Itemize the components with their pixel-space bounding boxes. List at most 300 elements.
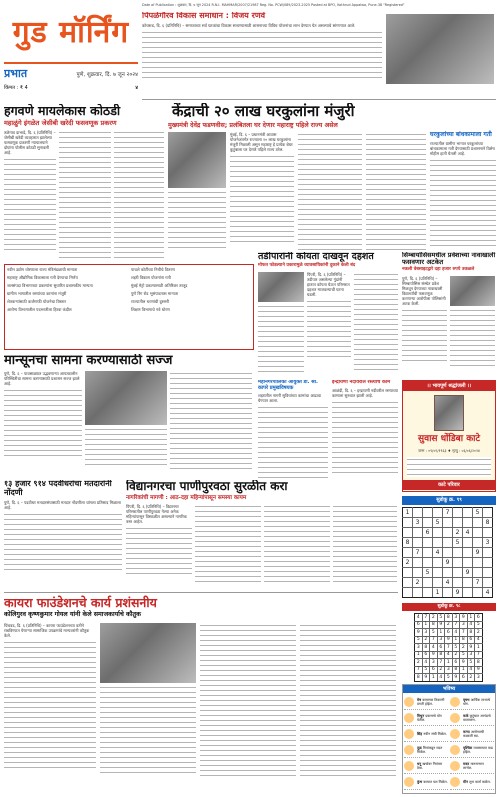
sudoku-cell: 1 [422, 621, 430, 629]
sudoku-cell [483, 578, 493, 588]
sudoku-cell: 5 [460, 651, 468, 659]
sudoku-cell: 9 [430, 651, 438, 659]
list-item: आरोग्य विभागातील पदभरतीला हिरवा कंदील [7, 307, 72, 312]
list-item [450, 710, 494, 726]
list-item: पाचशे कोटींच्या निधीचे वितरण [131, 267, 175, 272]
sudoku-cell: 7 [430, 636, 438, 644]
sudoku-cell [483, 528, 493, 538]
sudoku-cell: 9 [473, 548, 483, 558]
main-lead [168, 103, 496, 251]
zodiac-icon [404, 729, 414, 739]
sudoku-cell: 5 [437, 614, 445, 622]
top-story-headline: पिंपळेगौरव विकास समाधान : विजय रणवे [142, 12, 266, 20]
sudoku-cell [403, 578, 413, 588]
sudoku-cell: 7 [445, 644, 453, 652]
rashi-name: मेष [417, 697, 423, 702]
top-story-text: कोथरूड, दि. ६ (प्रतिनिधि) – समाजाच्या सर्व घटकांचा विकास साधण्यासाठी शासनाच्या विविध योजनांचा लाभ देण्यात येत असल्याचे सांगण्यात आले. [142, 22, 356, 28]
mini-story-2 [332, 380, 398, 492]
sudoku-cell [463, 588, 473, 598]
sudoku-cell: 1 [437, 629, 445, 637]
sudoku-cell [433, 558, 443, 568]
sudoku-solution-title: सुडोकू क्र. ९८ [402, 603, 496, 611]
sudoku-row [415, 651, 483, 659]
zodiac-icon [450, 729, 460, 739]
list-item: महाराष्ट्र औद्योगिक विकासाला गती देण्याचा निर्णय [7, 275, 78, 280]
sudoku-cell [443, 528, 453, 538]
sudoku-cell [463, 508, 473, 518]
sudoku-cell [473, 518, 483, 528]
sudoku-cell: 8 [475, 659, 483, 667]
sudoku-cell [463, 538, 473, 548]
sudoku-cell: 5 [433, 518, 443, 528]
middle-story-subhead: मोफत फोडल्याने प्रकारामुळे व्यावसायिकांनी दुकाने केली बंद [258, 263, 356, 269]
sudoku-cell: 2 [445, 621, 453, 629]
sudoku-cell [443, 588, 453, 598]
sudoku-cell: 6 [467, 636, 475, 644]
sudoku-cell: 1 [467, 614, 475, 622]
sudoku-cell: 7 [415, 666, 423, 674]
list-item: मुंबई मेट्रो प्रकल्पासाठी अतिरिक्त तरतूद [131, 283, 188, 288]
sudoku-cell: 4 [430, 644, 438, 652]
sudoku-cell: 3 [413, 518, 423, 528]
list-item: शेतकऱ्यांसाठी कर्जमाफी योजनेचा विस्तार [7, 299, 67, 304]
sudoku-cell: 5 [423, 568, 433, 578]
sudoku-cell [423, 548, 433, 558]
list-item [450, 774, 494, 790]
sudoku-row [415, 636, 483, 644]
sudoku-cell: 2 [403, 558, 413, 568]
list-item [404, 694, 448, 710]
rashi-text: सिंह नवीन संधी मिळेल. [417, 731, 447, 736]
sudoku-cell [423, 538, 433, 548]
sudoku-cell [483, 548, 493, 558]
sudoku-cell: 7 [473, 578, 483, 588]
sudoku-cell: 1 [415, 651, 423, 659]
story-bottom-headline: कायरा फाउंडेशनचे कार्य प्रशंसनीय [4, 595, 157, 610]
sudoku-cell: 5 [452, 644, 460, 652]
sudoku-cell: 9 [475, 666, 483, 674]
sudoku-row [403, 548, 493, 558]
sudoku-cell [423, 578, 433, 588]
list-item: शिक्षण विभागाचे नवे धोरण [131, 307, 170, 312]
story-water [126, 480, 398, 588]
sidebar-story-text: राज्यातील ग्रामीण भागात घरकुलांच्या बांधकामाला गती देण्यासाठी प्रशासनाने विशेष मोहीम हाती घेतली आहे. [430, 141, 495, 157]
zodiac-icon [450, 777, 460, 787]
sudoku-row [403, 528, 493, 538]
sudoku-cell: 9 [463, 568, 473, 578]
top-story-photo [386, 14, 494, 84]
story-water-headline: विद्यानगरचा पाणीपुरवठा सुरळीत करा [126, 480, 288, 493]
sudoku-row [403, 538, 493, 548]
page-number: ४ [135, 85, 138, 91]
rashi-name: धनू [417, 761, 423, 766]
list-item [450, 726, 494, 742]
bullet-box [4, 264, 254, 350]
sudoku-cell: 2 [413, 578, 423, 588]
right-story [402, 252, 496, 378]
sudoku-cell: 7 [443, 508, 453, 518]
list-item: पुणे रिंग रोड भूसंपादनास मान्यता [131, 291, 179, 296]
rashi-name: मिथुन [417, 713, 426, 718]
sudoku-cell: 2 [452, 651, 460, 659]
zodiac-icon [450, 697, 460, 707]
masthead [4, 4, 138, 104]
mini-story-2-text: आळंदी, दि. ६ – इन्द्रायणी नदीवरील रस्त्याच्या कामाला सुरुवात झाली आहे. [332, 387, 398, 398]
middle-story-headline: तडीपारांनी कोयता दाखवून दहशत [258, 252, 374, 262]
zodiac-icon [404, 761, 414, 771]
sudoku-cell [473, 588, 483, 598]
zodiac-icon [404, 697, 414, 707]
sudoku-cell: 1 [430, 674, 438, 682]
brand-name: प्रभात [4, 67, 28, 80]
zodiac-icon [404, 713, 414, 723]
mini-story-1-headline: महानगरपालिका आयुक्त डॉ. श्री. कापरे प्रमुखविषयक [258, 380, 318, 391]
bullet-list-right [131, 267, 249, 315]
rashi-name: सिंह [417, 731, 424, 736]
story-bottom [4, 592, 398, 793]
sudoku-cell: 6 [475, 614, 483, 622]
story-flood [4, 354, 254, 476]
sudoku-cell: 7 [452, 621, 460, 629]
sudoku-row [415, 629, 483, 637]
sudoku-cell: 5 [445, 674, 453, 682]
sudoku-cell: 2 [430, 614, 438, 622]
sudoku-cell: 9 [460, 614, 468, 622]
sudoku-row [415, 614, 483, 622]
sudoku-cell: 9 [445, 636, 453, 644]
sudoku-cell [453, 508, 463, 518]
list-item [404, 758, 448, 774]
story-election [4, 480, 122, 588]
sudoku-cell: 6 [423, 528, 433, 538]
sudoku-cell: 8 [437, 651, 445, 659]
sudoku-cell: 2 [415, 659, 423, 667]
sudoku-row [415, 644, 483, 652]
sudoku-cell [443, 548, 453, 558]
zodiac-icon [404, 777, 414, 787]
list-item: नवीन उद्योग धोरणाला राज्य मंत्रिमंडळाची मान्यता [7, 267, 78, 272]
left-lead-subhead: महाळुंगे इंगळेत जेसीबी खरेदी फसवणूक प्रकरण [4, 118, 117, 127]
sudoku-cell: 6 [452, 659, 460, 667]
rashi-text: कुंभ कामात यश मिळेल. [417, 779, 448, 784]
sudoku-cell [473, 568, 483, 578]
left-lead-text: तळेगाव दाभाडे, दि. ६ (प्रतिनिधि) – जेसीबी खरेदी व्यवहारात झालेल्या फसवणूक प्रकरणी न्यायालयाने दोघांना पोलीस कोठडी सुनावली आहे. [4, 129, 56, 155]
sudoku-cell [433, 528, 443, 538]
sudoku-row [403, 578, 493, 588]
rashi-name: मकर [463, 761, 471, 766]
sudoku-cell [423, 558, 433, 568]
sudoku-cell [473, 528, 483, 538]
reg-line: Date of Publication : शुक्रवार, दि. ७ जून 2024 R.N.I. MAHMAR/2007/21987 Reg. No. PCW/089/2023-2025 Posted at BPO, Kothrud Appalwa, Pune-38 "Registered" [142, 3, 405, 7]
date-line: पुणे, शुक्रवार, दि. ७ जून २०२४ [76, 71, 138, 78]
sudoku-row [415, 621, 483, 629]
sudoku-row [403, 558, 493, 568]
rashi-text: वृश्चिक व्यवसायात वाढ होईल. [463, 745, 493, 754]
ad-top: ।। भावपूर्ण श्रद्धांजली ।। [403, 381, 495, 391]
sudoku-cell: 5 [430, 629, 438, 637]
sudoku-cell [403, 548, 413, 558]
sudoku-cell: 4 [443, 578, 453, 588]
ad-footer: काटे परिवार [403, 480, 495, 490]
main-lead-text: मुंबई, दि. ६ – प्रधानमंत्री आवास योजनेअंतर्गत राज्याला २० लाख घरकुलांना मंजुरी मिळाली असून महाराष्ट्र हे प्रत्येक बेघर कुटुंबाला घर देणारे पहिले राज्य ठरेल. [230, 132, 293, 153]
sudoku-cell: 4 [463, 528, 473, 538]
sudoku-solution [414, 613, 484, 683]
sudoku-cell [433, 508, 443, 518]
sudoku-cell: 8 [403, 538, 413, 548]
sudoku-cell: 4 [467, 666, 475, 674]
sudoku-row [403, 518, 493, 528]
sudoku-row [415, 674, 483, 682]
story-water-text: पिंपरी, दि. ६ (प्रतिनिधि) – विद्यानगर परिसरातील पाणीपुरवठा गेल्या अनेक महिन्यांपासून विस्कळीत असल्याने नागरिक त्रस्त आहेत. [126, 504, 187, 525]
sudoku-cell [453, 578, 463, 588]
sudoku-cell [403, 518, 413, 528]
top-story [142, 12, 496, 100]
sudoku-cell: 1 [452, 636, 460, 644]
rashi-text: मेष कामाच्या ठिकाणी प्रगती होईल. [417, 697, 445, 706]
right-story-subhead: नकली वेबसाइटद्वारे दहा हजार रुपये उकळले [402, 267, 475, 273]
sudoku-cell: 4 [415, 614, 423, 622]
story-election-text: पुणे, दि. ६ – पदवीधर मतदारसंघासाठी मतदार नोंदणीला चांगला प्रतिसाद मिळाला आहे. [4, 499, 121, 510]
sudoku-cell: 4 [437, 674, 445, 682]
sudoku-cell: 7 [422, 614, 430, 622]
sudoku-cell: 1 [460, 666, 468, 674]
left-lead [4, 104, 164, 262]
list-item [404, 742, 448, 758]
sudoku-cell [403, 528, 413, 538]
rashi-name: कुंभ [417, 779, 424, 784]
sudoku-cell: 5 [467, 659, 475, 667]
rashi-name: कन्या [463, 729, 471, 734]
sudoku-cell: 3 [437, 636, 445, 644]
main-lead-subhead: मुख्यमंत्री देवेंद्र फडणवीस; प्रलंबितला घर देणार महाराष्ट्र पहिले राज्य असेल [168, 121, 338, 129]
sidebar-story-headline: घरकुलांच्या बांधकामाला गती [430, 131, 492, 139]
list-item [404, 710, 448, 726]
story-bottom-photo [100, 623, 196, 683]
sudoku-cell: 2 [467, 674, 475, 682]
sudoku-cell: 4 [467, 621, 475, 629]
sudoku-cell: 4 [422, 659, 430, 667]
rashi-name: वृश्चिक [463, 745, 474, 750]
rashi-name: वृषभ [463, 697, 471, 702]
middle-story [258, 252, 398, 378]
list-item: ग्रामीण भागातील रस्त्यांच्या कामांना मंजुरी [7, 291, 67, 296]
list-item: शहरी विकास योजनांना गती [131, 275, 171, 280]
sudoku-cell: 2 [475, 629, 483, 637]
sudoku-cell [473, 558, 483, 568]
zodiac-icon [450, 745, 460, 755]
right-story-headline: सिम्बायोसिसमधील प्रवेशाच्या नावाखाली फसवणार अटकेत [402, 252, 496, 267]
sudoku-cell: 3 [452, 614, 460, 622]
sudoku-cell [453, 548, 463, 558]
sudoku-cell: 6 [415, 621, 423, 629]
sudoku-solution-table [414, 613, 483, 682]
sudoku-cell: 8 [430, 621, 438, 629]
sudoku-cell: 2 [460, 644, 468, 652]
sudoku-grid [402, 507, 496, 601]
sudoku-cell [463, 548, 473, 558]
sudoku-cell: 2 [437, 666, 445, 674]
sudoku-cell [463, 578, 473, 588]
sudoku-cell [433, 568, 443, 578]
sudoku-cell: 3 [430, 659, 438, 667]
sudoku-cell [453, 568, 463, 578]
sudoku-cell: 3 [460, 621, 468, 629]
sudoku-cell: 3 [415, 644, 423, 652]
sudoku-cell [413, 558, 423, 568]
main-lead-headline: केंद्राची २० लाख घरकुलांना मंजुरी [172, 103, 355, 120]
rashi-text: कन्या आरोग्याची काळजी घ्या. [463, 729, 484, 738]
left-lead-headline: हगवणे मायलेकास कोठडी [4, 104, 121, 118]
right-story-photo [450, 276, 495, 306]
sudoku-cell [433, 578, 443, 588]
rashi-text: मकर मानसन्मान लाभेल. [463, 761, 484, 770]
list-item [450, 742, 494, 758]
sudoku-cell [463, 558, 473, 568]
sudoku-cell: 5 [473, 508, 483, 518]
sudoku-cell [423, 588, 433, 598]
sudoku-cell [483, 558, 493, 568]
sudoku-cell: 8 [415, 674, 423, 682]
sudoku-cell: 6 [445, 629, 453, 637]
story-election-headline: १३ हजार ९१४ पदवीधरांचा मतदारांनी नोंदणी [4, 480, 112, 497]
right-story-text: पुणे, दि. ६ (प्रतिनिधि) – सिम्बायोसिस संस्थेत प्रवेश मिळवून देण्याच्या नावाखाली विद्यार्थ्यांची फसवणूक करणाऱ्या आरोपीला पोलिसांनी अटक केली. [402, 276, 446, 307]
sudoku-cell: 5 [422, 666, 430, 674]
sudoku-cell: 7 [475, 651, 483, 659]
list-item: जलसंपदा विभागाच्या प्रकल्पांना सुधारित प्रशासकीय मान्यता [7, 283, 93, 288]
sudoku-cell [413, 508, 423, 518]
zodiac-icon [404, 745, 414, 755]
sudoku-cell: 9 [460, 659, 468, 667]
zodiac-icon [450, 713, 460, 723]
list-item [404, 726, 448, 742]
sudoku-cell [403, 568, 413, 578]
rashi-text: वृषभ आर्थिक लाभाचे योग. [463, 697, 491, 706]
story-water-subhead: नागरिकांची मागणी : आठ-दहा महिन्यांपासून समस्या कायम [126, 495, 247, 502]
sudoku-cell: 6 [422, 651, 430, 659]
list-item [450, 758, 494, 774]
sudoku-cell: 9 [422, 674, 430, 682]
sudoku-cell: 6 [430, 666, 438, 674]
story-flood-text: पुणे, दि. ६ – पावसाळ्यात उद्भवणाऱ्या आपत्कालीन परिस्थितीचा सामना करण्यासाठी प्रशासन सज्ज झाले आहे. [4, 371, 80, 387]
sudoku-cell: 7 [413, 548, 423, 558]
masthead-logo: गुड मॉर्निंग [12, 15, 130, 50]
sudoku-cell: 3 [483, 538, 493, 548]
mini-story-2-headline: इन्द्रायणी नदीवरील रस्त्याचे काम [332, 380, 391, 385]
sudoku-cell: 4 [445, 651, 453, 659]
sudoku-cell [443, 568, 453, 578]
list-item [404, 774, 448, 790]
middle-story-text: पिंपरी, दि. ६ (प्रतिनिधि) – तडीपार असलेल्या गुंडांनी हातात कोयता घेऊन परिसरात दहशत माजवल्याची घटना घडली. [307, 272, 350, 298]
sudoku-cell: 8 [460, 636, 468, 644]
sudoku-cell: 8 [483, 518, 493, 528]
sudoku-row [415, 659, 483, 667]
sudoku-cell: 9 [415, 629, 423, 637]
rashi-name: तूळ [417, 745, 423, 750]
rashi-name: कर्क [463, 713, 470, 718]
sudoku-row [403, 568, 493, 578]
sudoku-cell: 2 [422, 636, 430, 644]
sudoku-cell: 4 [475, 636, 483, 644]
sudoku-cell [453, 518, 463, 528]
sudoku-row [403, 508, 493, 518]
sudoku-cell: 9 [453, 588, 463, 598]
sudoku-cell: 4 [433, 548, 443, 558]
sudoku-cell: 4 [452, 629, 460, 637]
story-bottom-subhead: कोलिगुरव कृष्णकुमार गोयल यांनी केले समाजकार्याचे कौतुक [4, 610, 141, 618]
sudoku-cell [473, 538, 483, 548]
sudoku-cell: 3 [445, 666, 453, 674]
sudoku-cell: 3 [475, 674, 483, 682]
sudoku-table [402, 507, 493, 598]
bullet-list-left [7, 267, 127, 315]
sudoku-cell: 1 [475, 644, 483, 652]
story-flood-photo [85, 371, 167, 425]
price: किंमत : ₹ 4 [4, 85, 28, 91]
sudoku-cell: 8 [467, 629, 475, 637]
rashi-text: मीन शुभ वार्ता कळेल. [463, 779, 491, 784]
sudoku-cell [483, 568, 493, 578]
mini-story-1 [258, 380, 328, 492]
sudoku-cell: 7 [437, 659, 445, 667]
sudoku-row [415, 666, 483, 674]
rashi-title: भविष्य [403, 685, 495, 693]
rashi-text: कर्क कुटुंबात आनंदाचे वातावरण. [463, 713, 491, 722]
sudoku-cell: 9 [452, 674, 460, 682]
sudoku-cell [413, 528, 423, 538]
sudoku-cell [423, 508, 433, 518]
tribute-ad [402, 380, 496, 492]
sudoku-cell: 1 [403, 508, 413, 518]
sudoku-cell: 9 [467, 644, 475, 652]
sudoku-cell: 9 [443, 558, 453, 568]
sudoku-cell: 8 [445, 614, 453, 622]
sudoku-cell [433, 538, 443, 548]
sudoku-cell [443, 518, 453, 528]
sudoku-cell: 3 [422, 629, 430, 637]
sudoku-cell: 7 [460, 629, 468, 637]
sudoku-cell [483, 508, 493, 518]
ad-portrait [434, 395, 464, 431]
list-item: राज्यातील धरणांची दुरुस्ती [131, 299, 169, 304]
sudoku-cell: 6 [437, 644, 445, 652]
rashi-name: मीन [463, 779, 470, 784]
sudoku-cell: 4 [483, 588, 493, 598]
sudoku-cell [423, 518, 433, 528]
story-bottom-text: चिंचवड, दि. ६ (प्रतिनिधि) – कायरा फाउंडेशनच्या वतीने राबविण्यात येणाऱ्या सामाजिक उपक्रमांचे मान्यवरांनी कौतुक केले. [4, 622, 90, 638]
sudoku-cell: 5 [453, 538, 463, 548]
sudoku-cell: 1 [445, 659, 453, 667]
sudoku-cell [443, 538, 453, 548]
sudoku-cell [413, 588, 423, 598]
sudoku-cell [413, 538, 423, 548]
rashi-text: धनू खर्चावर नियंत्रण ठेवा. [417, 761, 443, 770]
rashi-text: मिथुन प्रवासाचे योग येतील. [417, 713, 442, 722]
mini-story-1-text: शहरातील नागरी सुविधांच्या कामांचा आढावा घेण्यात आला. [258, 393, 321, 403]
sudoku-cell [403, 588, 413, 598]
sudoku-cell [463, 518, 473, 528]
zodiac-icon [450, 761, 460, 771]
list-item [450, 694, 494, 710]
sudoku-cell [413, 568, 423, 578]
story-flood-headline: मान्सूनचा सामना करण्यासाठी सज्ज [4, 354, 173, 368]
sudoku-cell: 5 [475, 621, 483, 629]
sudoku-cell: 6 [460, 674, 468, 682]
rashi-panel [402, 684, 496, 794]
sudoku-row [403, 588, 493, 598]
sudoku-cell: 9 [437, 621, 445, 629]
sudoku-cell [453, 558, 463, 568]
sudoku-cell: 5 [415, 636, 423, 644]
